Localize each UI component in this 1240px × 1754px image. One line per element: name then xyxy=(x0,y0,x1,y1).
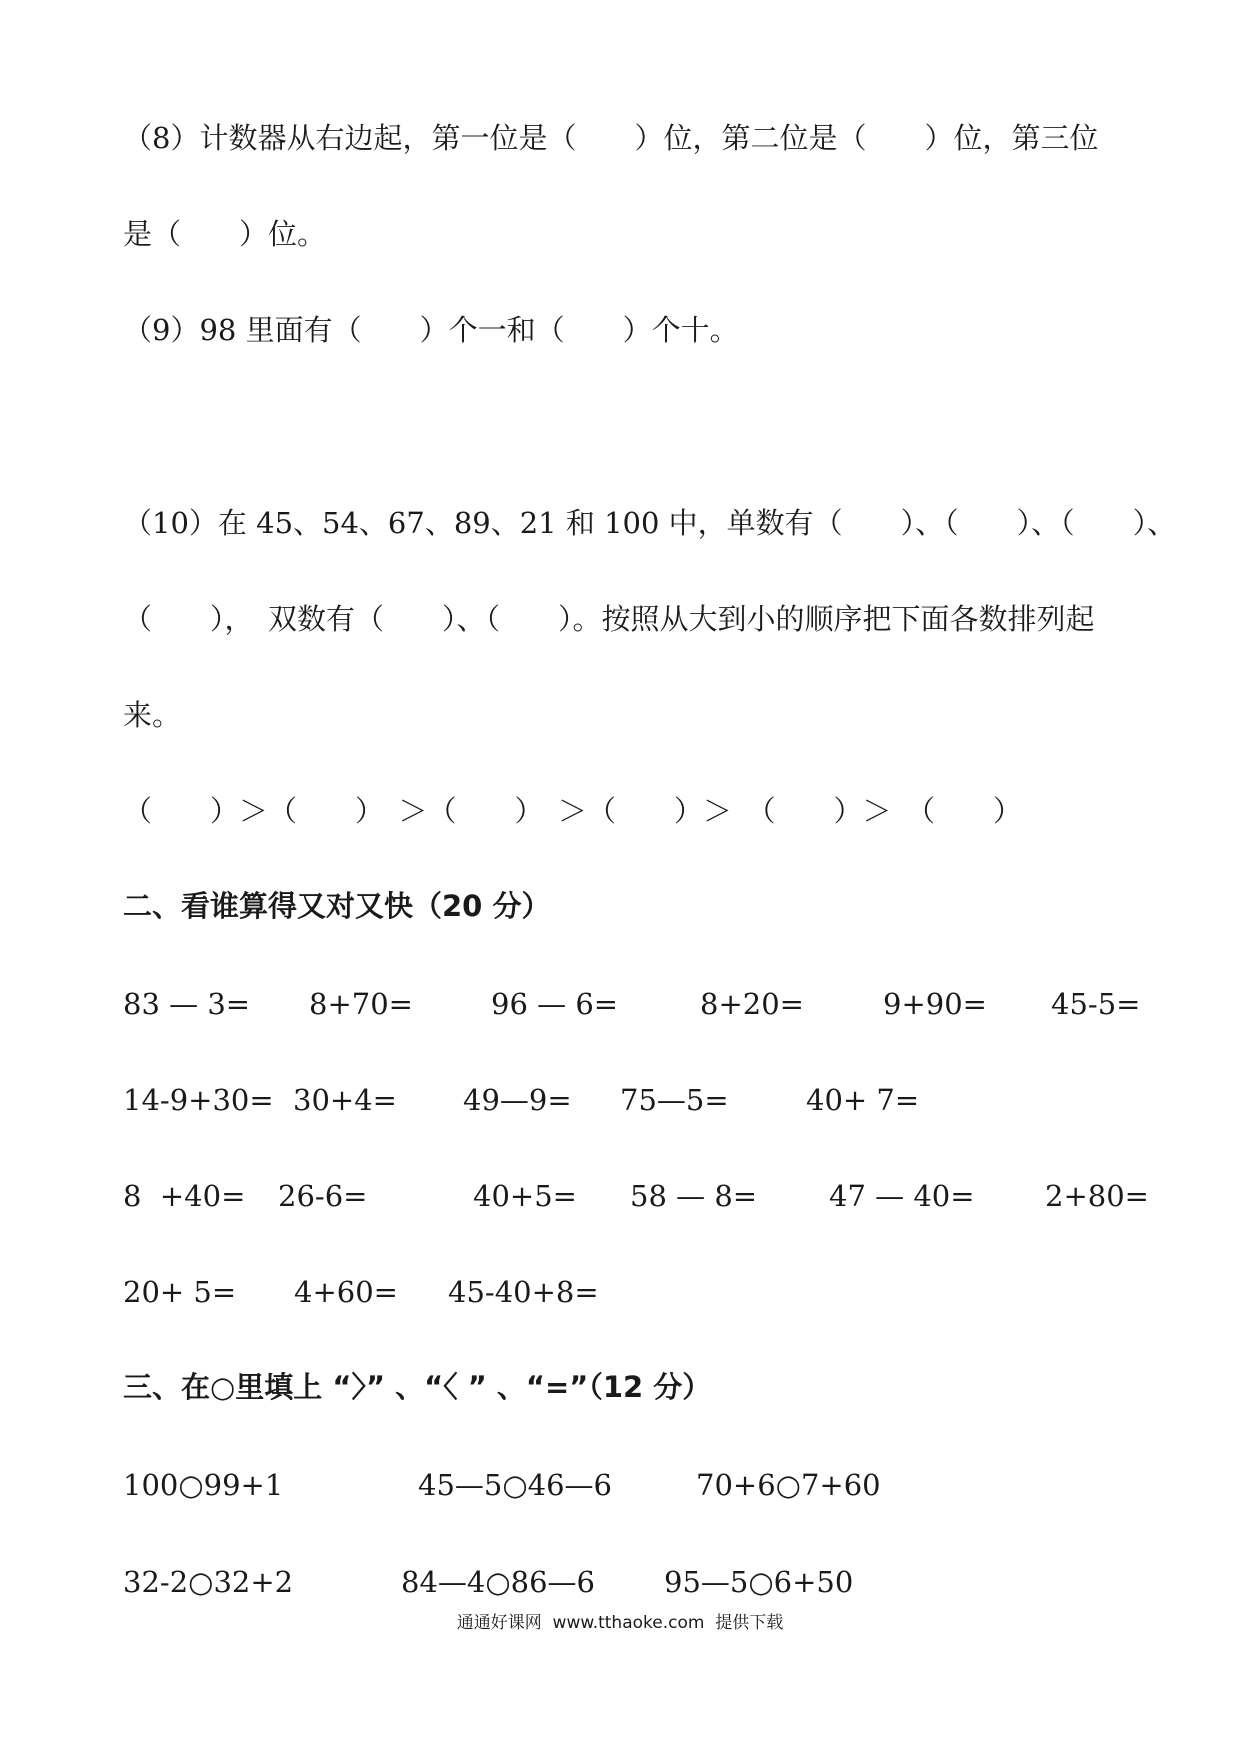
calc-item: 9+90= xyxy=(883,987,987,1021)
calc-item: 30+4= xyxy=(293,1083,397,1117)
calc-row-4 xyxy=(123,1272,1123,1312)
question-8-line-2: 是（ ）位。 xyxy=(123,217,327,251)
question-10-line-1: （10）在 45、54、67、89、21 和 100 中，单数有（ ）、（ ）、（ ）、 xyxy=(123,506,1177,540)
calc-item: 40+ 7= xyxy=(806,1083,920,1117)
compare-item: 45—5○46—6 xyxy=(418,1468,613,1502)
calc-item: 47 — 40= xyxy=(829,1179,975,1213)
calc-item: 4+60= xyxy=(294,1275,398,1309)
compare-item: 95—5○6+50 xyxy=(664,1565,854,1599)
section-2-title: 二、看谁算得又对又快（20 分） xyxy=(123,889,551,923)
calc-item: 8+20= xyxy=(700,987,804,1021)
calc-item: 83 — 3= xyxy=(123,987,251,1021)
calc-item: 45-5= xyxy=(1051,987,1141,1021)
calc-item: 40+5= xyxy=(473,1179,577,1213)
calc-item: 49—9= xyxy=(463,1083,572,1117)
compare-item: 84—4○86—6 xyxy=(401,1565,596,1599)
calc-row-2 xyxy=(123,1080,1123,1120)
calc-item: 2+80= xyxy=(1045,1179,1149,1213)
question-10-order-blanks: （ ）＞（ ） ＞（ ） ＞（ ）＞ （ ）＞ （ ） xyxy=(123,794,1023,828)
compare-item: 100○99+1 xyxy=(123,1468,284,1502)
calc-item: 20+ 5= xyxy=(123,1275,237,1309)
calc-row-3 xyxy=(123,1176,1149,1216)
compare-row-2 xyxy=(123,1562,1123,1602)
compare-item: 70+6○7+60 xyxy=(696,1468,881,1502)
calc-item: 45-40+8= xyxy=(448,1275,599,1309)
question-8-line-1: （8）计数器从右边起，第一位是（ ）位，第二位是（ ）位，第三位 xyxy=(123,121,1099,155)
calc-item: 75—5= xyxy=(620,1083,729,1117)
calc-item: 14-9+30= xyxy=(123,1083,274,1117)
calc-row-1 xyxy=(123,984,1141,1024)
calc-item: 8+70= xyxy=(309,987,413,1021)
calc-item: 58 — 8= xyxy=(630,1179,758,1213)
calc-item: 96 — 6= xyxy=(491,987,619,1021)
compare-row-1 xyxy=(123,1465,1123,1505)
calc-item: 26-6= xyxy=(278,1179,368,1213)
question-10-line-3: 来。 xyxy=(123,698,182,732)
question-10-line-2: （ ）， 双数有（ ）、（ ）。按照从大到小的顺序把下面各数排列起 xyxy=(123,602,1095,636)
calc-item: 8 +40= xyxy=(123,1179,246,1213)
question-9: （9）98 里面有（ ）个一和（ ）个十。 xyxy=(123,313,739,347)
footer-watermark: 通通好课网 www.tthaoke.com 提供下载 xyxy=(456,1613,784,1633)
compare-item: 32-2○32+2 xyxy=(123,1565,294,1599)
section-3-title: 三、在○里填上 “〉” 、“〈 ” 、“=”（12 分） xyxy=(123,1370,712,1404)
